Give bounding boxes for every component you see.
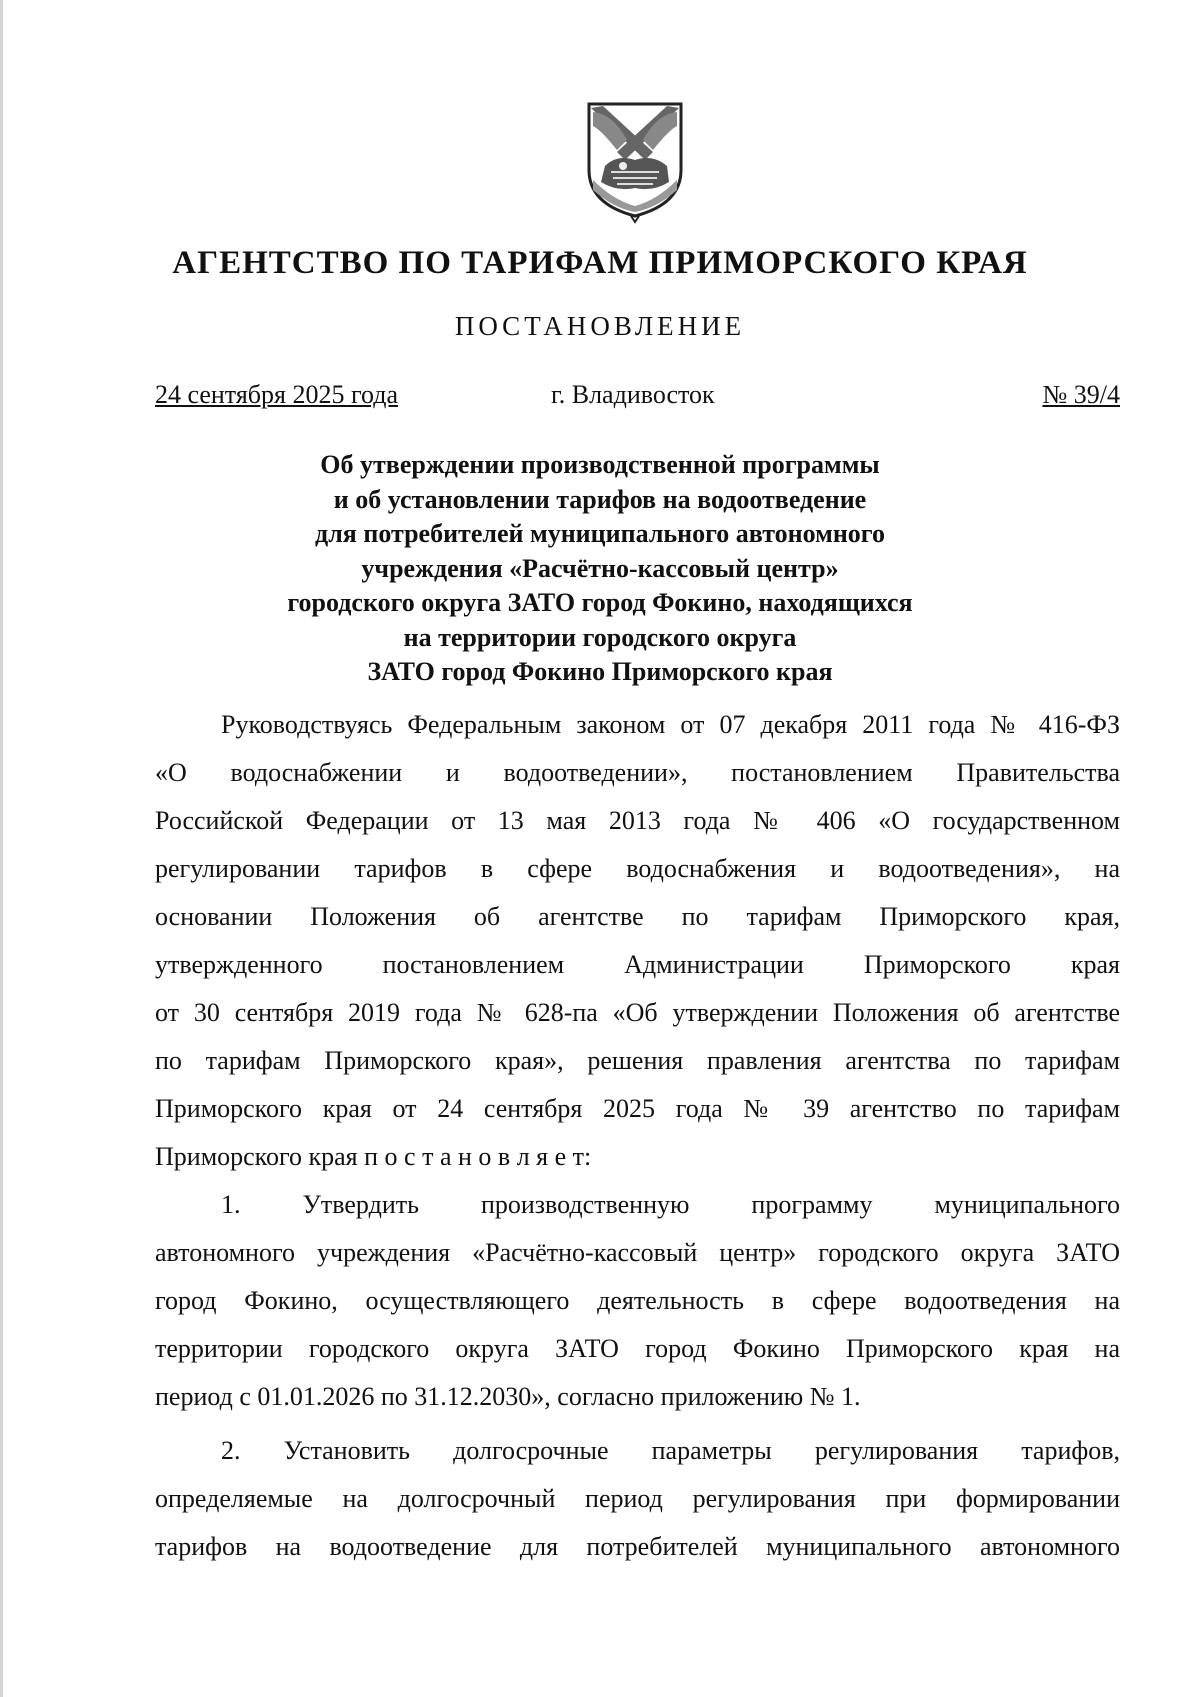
heading-line: городского округа ЗАТО город Фокино, находящихся (287, 588, 913, 617)
body-line: территории городского округа ЗАТО город Фокино Приморского края на (155, 1334, 1120, 1363)
document-body (155, 701, 1120, 1571)
document-number: № 39/4 (1042, 380, 1120, 409)
body-line: регулировании тарифов в сфере водоснабжения и водоотведения», на (155, 854, 1120, 883)
document-type: ПОСТАНОВЛЕНИЕ (454, 311, 746, 341)
body-line: определяемые на долгосрочный период регулирования при формировании (155, 1484, 1120, 1513)
body-line: Российской Федерации от 13 мая 2013 года № 406 «О государственном (155, 806, 1120, 835)
body-line: по тарифам Приморского края», решения правления агентства по тарифам (155, 1046, 1120, 1075)
body-line: утвержденного постановлением Администрации Приморского края (155, 950, 1120, 979)
body-line: от 30 сентября 2019 года № 628-па «Об утверждении Положения об агентстве (155, 998, 1120, 1027)
body-line: основании Положения об агентстве по тарифам Приморского края, (155, 902, 1120, 931)
body-line: тарифов на водоотведение для потребителей муниципального автономного (155, 1532, 1120, 1561)
heading-line: и об установлении тарифов на водоотведение (333, 484, 867, 514)
body-line: город Фокино, осуществляющего деятельность в сфере водоотведения на (155, 1286, 1120, 1315)
heading-line: ЗАТО город Фокино Приморского края (367, 657, 833, 686)
body-line: период с 01.01.2026 по 31.12.2030», согласно приложению № 1. (155, 1382, 861, 1411)
body-line: «О водоснабжении и водоотведении», постановлением Правительства (155, 758, 1120, 787)
body-line: Приморского края п о с т а н о в л я е т: (155, 1142, 592, 1171)
body-line: 2. Установить долгосрочные параметры регулирования тарифов, (221, 1436, 1120, 1465)
heading-line: Об утверждении производственной программы (320, 450, 880, 479)
body-line: автономного учреждения «Расчётно-кассовый центр» городского округа ЗАТО (155, 1238, 1120, 1267)
body-line: 1. Утвердить производственную программу муниципального (221, 1190, 1120, 1219)
heading-line: на территории городского округа (403, 622, 797, 652)
coat-of-arms-icon (583, 100, 687, 224)
document-heading (0, 448, 1200, 690)
heading-line: учреждения «Расчётно-кассовый центр» (361, 553, 839, 583)
body-line: Руководствуясь Федеральным законом от 07 декабря 2011 года № 416-ФЗ (221, 710, 1120, 739)
body-line: Приморского края от 24 сентября 2025 года № 39 агентство по тарифам (155, 1094, 1120, 1123)
heading-line: для потребителей муниципального автономного (315, 519, 885, 548)
agency-title: АГЕНТСТВО ПО ТАРИФАМ ПРИМОРСКОГО КРАЯ (172, 245, 1028, 281)
document-city: г. Владивосток (551, 380, 715, 409)
document-date: 24 сентября 2025 года (155, 380, 399, 409)
